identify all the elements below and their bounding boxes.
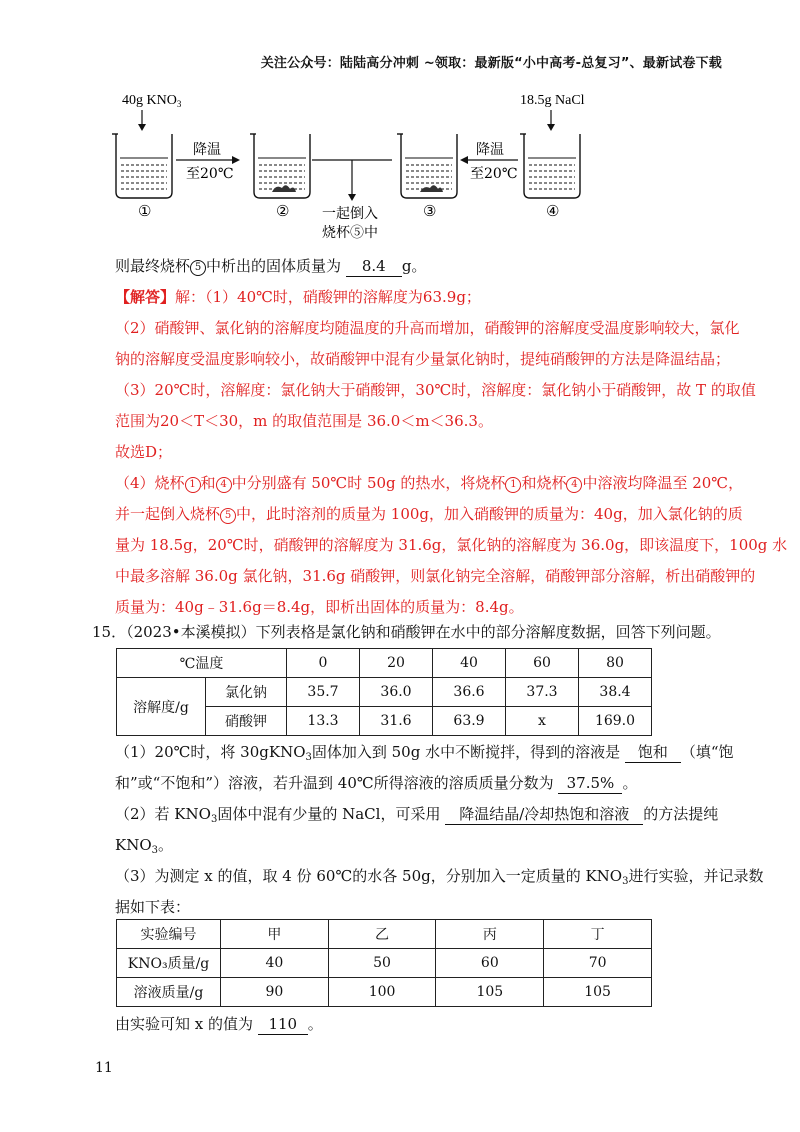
solution-line-4: （3）20℃时，溶解度：氯化钠大于硝酸钾，30℃时，溶解度：氯化钠小于硝酸钾，故 T 的取值	[115, 381, 756, 399]
table-row	[117, 920, 652, 949]
knO3-label: 40g $KNO_3$	[122, 93, 182, 109]
beaker-4-number: ④	[546, 202, 560, 220]
temp-label-1: 至20℃	[186, 166, 234, 182]
table-header-cell: 60	[506, 649, 579, 678]
cool-label-2: 降温	[476, 142, 504, 158]
table-header-cell: 20	[360, 649, 433, 678]
table-cell: x	[506, 707, 579, 736]
table-cell: 105	[544, 978, 652, 1007]
temp-label-2: 至20℃	[470, 166, 518, 182]
nacl-label: 18.5g NaCl	[520, 93, 585, 108]
table-cell: 36.0	[360, 678, 433, 707]
table-cell: 100	[328, 978, 436, 1007]
q15-part3-line2: 据如下表：	[115, 898, 191, 916]
table-cell: 70	[544, 949, 652, 978]
table-cell: 13.3	[287, 707, 360, 736]
q14-answer-line: 则最终烧杯 5 中析出的固体质量为 8.4 g。	[115, 257, 427, 275]
q15-part3-line1: （3）为测定 x 的值，取 4 份 60℃的水各 50g，分别加入一定质量的 $KNO_3$进行实验，并记录数	[115, 867, 764, 887]
table-row	[117, 978, 652, 1007]
table-row-label: KNO₃质量/g	[117, 949, 221, 978]
table-row	[117, 949, 652, 978]
q15-answer-percent: 37.5%	[558, 773, 622, 794]
table-row-group-label: 溶解度/g	[117, 678, 206, 736]
table-header-cell: 40	[433, 649, 506, 678]
table-row	[117, 678, 652, 707]
table-cell: 90	[221, 978, 329, 1007]
table-row	[117, 649, 652, 678]
solution-line-10: 中最多溶解 36.0g 氯化钠，31.6g 硝酸钾，则氯化钠完全溶解，硝酸钾部分溶解，析出硝酸钾的	[115, 567, 756, 585]
q15-part2-line1: （2）若 $KNO_3$固体中混有少量的 NaCl，可采用 降温结晶/冷却热饱和溶液 的方法提纯	[115, 805, 719, 825]
table-header-cell: 丙	[436, 920, 544, 949]
solution-line-5: 范围为20＜T＜30，m 的取值范围是 36.0＜m＜36.3。	[115, 412, 493, 430]
q15-part2-line2: $KNO_3$。	[115, 836, 174, 856]
beaker-4	[520, 134, 580, 198]
table-cell: 36.6	[433, 678, 506, 707]
q15-answer-saturated: 饱和	[625, 742, 681, 763]
q15-answer-x: 110	[258, 1014, 308, 1035]
q15-answer-method: 降温结晶/冷却热饱和溶液	[445, 804, 643, 825]
pour-label-1: 一起倒入	[322, 206, 378, 222]
solution-line-2: （2）硝酸钾、氯化钠的溶解度均随温度的升高而增加，硝酸钾的溶解度受温度影响较大，氯化	[115, 319, 740, 337]
page-number: 11	[95, 1060, 113, 1076]
table-header-cell: 实验编号	[117, 920, 221, 949]
table-header-cell: 0	[287, 649, 360, 678]
q15-stem: 15．（2023•本溪模拟）下列表格是氯化钠和硝酸钾在水中的部分溶解度数据，回答下列问题。	[92, 623, 721, 641]
table-row-label: 氯化钠	[206, 678, 287, 707]
experiment-table	[116, 919, 652, 1007]
q14-answer-blank: 8.4	[346, 256, 402, 277]
solution-line-8: 并一起倒入烧杯 5 中，此时溶剂的质量为 100g，加入硝酸钾的质量为：40g，加入氯化钠的质	[115, 505, 743, 523]
table-cell: 40	[221, 949, 329, 978]
table-header-cell: 乙	[328, 920, 436, 949]
cool-label-1: 降温	[193, 142, 221, 158]
solubility-table	[116, 648, 652, 736]
table-cell: 63.9	[433, 707, 506, 736]
table-cell: 50	[328, 949, 436, 978]
beaker-2-number: ②	[276, 202, 290, 220]
solution-line-9: 量为 18.5g，20℃时，硝酸钾的溶解度为 31.6g，氯化钠的溶解度为 36.0g，即该温度下，100g 水	[115, 536, 788, 554]
table-header-cell: 丁	[544, 920, 652, 949]
table-row-label: 溶液质量/g	[117, 978, 221, 1007]
table-cell: 38.4	[579, 678, 652, 707]
table-header-cell: 80	[579, 649, 652, 678]
table-cell: 37.3	[506, 678, 579, 707]
table-cell: 105	[436, 978, 544, 1007]
solution-line-6: 故选D；	[115, 443, 173, 461]
table-header-cell: 甲	[221, 920, 329, 949]
table-row-label: 硝酸钾	[206, 707, 287, 736]
solution-line-3: 钠的溶解度受温度影响较小，故硝酸钾中混有少量氯化钠时，提纯硝酸钾的方法是降温结晶；	[115, 350, 731, 368]
q15-part3-answer-line: 由实验可知 x 的值为 110 。	[115, 1015, 323, 1033]
table-cell: 60	[436, 949, 544, 978]
beaker-1	[112, 134, 172, 198]
solution-line-1: 【解答】解：（1）40℃时，硝酸钾的溶解度为63.9g；	[115, 288, 481, 306]
beaker-3-number: ③	[423, 202, 437, 220]
table-cell: 169.0	[579, 707, 652, 736]
beaker-diagram-svg	[100, 88, 700, 248]
beaker-diagram	[100, 88, 700, 248]
table-header-cell: ℃温度	[117, 649, 287, 678]
pour-label-2: 烧杯⑤中	[322, 225, 378, 241]
beaker-1-number: ①	[138, 202, 152, 220]
solution-line-11: 质量为：40g﹣31.6g＝8.4g，即析出固体的质量为：8.4g。	[115, 598, 524, 616]
solution-line-7: （4）烧杯 1 和 4 中分别盛有 50℃时 50g 的热水，将烧杯 1 和烧杯 4 中溶液均降温至 20℃，	[115, 474, 744, 492]
q15-part1-line2: 和”或“不饱和”）溶液，若升温到 40℃所得溶液的溶质质量分数为 37.5% 。	[115, 774, 638, 792]
table-cell: 31.6	[360, 707, 433, 736]
q15-part1-line1: （1）20℃时，将 30gKNO$_3$固体加入到 50g 水中不断搅拌，得到的溶液是 饱和 （填“饱	[115, 743, 734, 763]
page-header: 关注公众号：陆陆高分冲刺 ~领取：最新版“小中高考-总复习”、最新试卷下载	[260, 56, 722, 71]
table-cell: 35.7	[287, 678, 360, 707]
